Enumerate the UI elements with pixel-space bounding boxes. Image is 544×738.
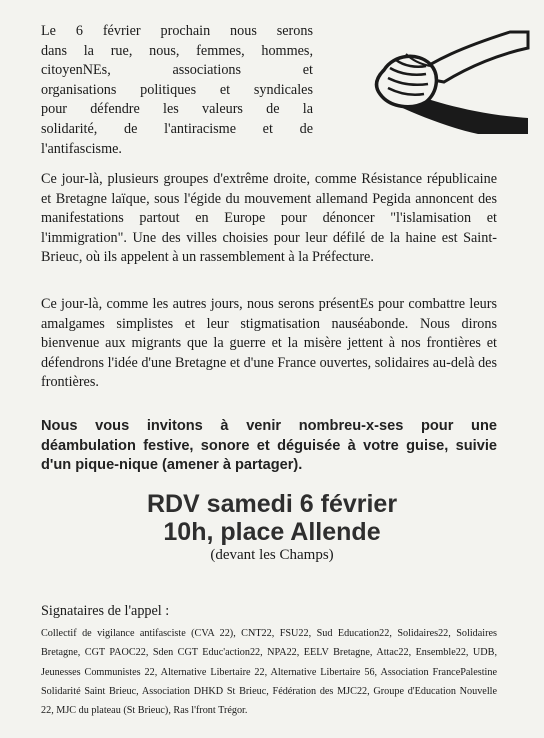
paragraph-extreme-right: Ce jour-là, plusieurs groupes d'extrême droite, comme Résistance républicaine et Bretagne laïque, sous l'égide du mouvement allemand Pegida annoncent des manifestations partout en Europe pour dénoncer "l'islamisation et l'immigration". Une des villes choisies pour leur défilé de la haine est Saint-Brieuc, où ils appelent à un rassemblement à la Préfecture. bbox=[41, 171, 497, 266]
signataires-title: Signataires de l'appel : bbox=[41, 603, 170, 619]
rdv-date: RDV samedi 6 février bbox=[146, 490, 398, 518]
clasped-hands-icon bbox=[360, 30, 530, 136]
paragraph-solidarity: Ce jour-là, comme les autres jours, nous serons présentEs pour combattre leurs amalgames simplistes et leur stigmatisation nauséabonde. Nous dirons bienvenue aux migrants que la guerre et la misère jettent à nos frontières et défendrons l'idée d'une Bretagne et d'une France ouvertes, solidaires au-delà des frontières. bbox=[41, 296, 497, 391]
signataires-list: Collectif de vigilance antifasciste (CVA 22), CNT22, FSU22, Sud Education22, Solidaires22, Solidaires Bretagne, CGT PAOC22, Sden CGT Educ'action22, NPA22, EELV Bretagne, Attac22, Ensemble22, UDB, Jeunesses Communistes 22, Alternative Libertaire 22, Alternative Libertaire 56, Association FrancePalestine Solidarité Saint Brieuc, Association DHKD St Brieuc, Fédération des MJC22, Groupe d'Education Nouvelle 22, MJC du plateau (St Brieuc), Ras l'front Trégor. bbox=[41, 628, 497, 717]
intro-paragraph bbox=[41, 22, 313, 159]
intro-line: solidarité, de l'antiracisme et de bbox=[41, 120, 313, 137]
intro-line: pour défendre les valeurs de la bbox=[41, 101, 313, 118]
intro-line: dans la rue, nous, femmes, hommes, bbox=[41, 42, 313, 59]
rdv-place: 10h, place Allende bbox=[163, 518, 381, 546]
intro-line: organisations politiques et syndicales bbox=[41, 81, 313, 98]
rdv-landmark: (devant les Champs) bbox=[210, 547, 334, 563]
invitation-text: Nous vous invitons à venir nombreu-x-ses pour une déambulation festive, sonore et déguisée à votre guise, suivie d'un pique-nique (amener à partager). bbox=[41, 418, 497, 474]
intro-line: l'antifascisme. bbox=[41, 140, 122, 157]
intro-line: Le 6 février prochain nous serons bbox=[41, 23, 313, 39]
intro-line: citoyenNEs, associations et bbox=[41, 62, 313, 79]
